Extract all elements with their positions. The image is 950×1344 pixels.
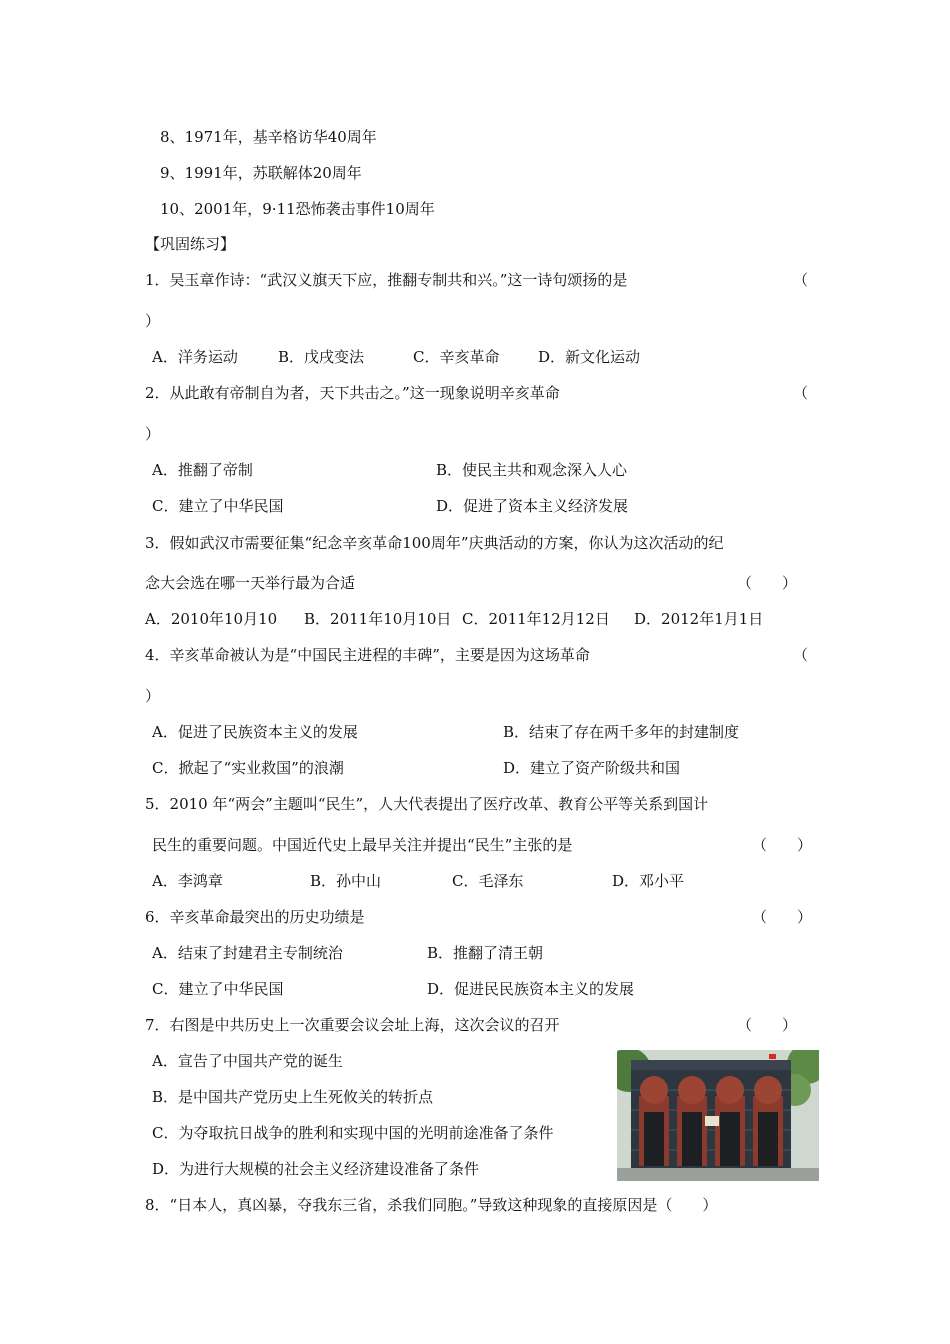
meeting-site-photo	[617, 1050, 819, 1181]
question-7-stem: 7．右图是中共历史上一次重要会议会址上海，这次会议的召开	[145, 1016, 560, 1034]
question-4-option-a: A．促进了民族资本主义的发展	[152, 723, 358, 741]
question-1-option-a: A．洋务运动	[152, 348, 238, 366]
question-6-stem: 6．辛亥革命最突出的历史功绩是	[145, 908, 365, 926]
question-3-option-c: C．2011年12月12日	[462, 610, 610, 628]
question-7-bracket: （ ）	[737, 1016, 798, 1034]
question-4-option-c: C．掀起了“实业救国”的浪潮	[152, 759, 344, 777]
anniversary-item-8: 8、1971年，基辛格访华40周年	[160, 128, 377, 146]
question-3-bracket: （ ）	[737, 574, 798, 592]
question-2-option-c: C．建立了中华民国	[152, 497, 284, 515]
question-4-bracket-open: （	[793, 646, 809, 664]
question-6-option-d: D．促进民民族资本主义的发展	[427, 980, 635, 998]
question-3-option-d: D．2012年1月1日	[634, 610, 764, 628]
question-3-stem-cont: 念大会选在哪一天举行最为合适	[145, 574, 356, 592]
question-3-stem: 3．假如武汉市需要征集“纪念辛亥革命100周年”庆典活动的方案，你认为这次活动的纪	[145, 534, 724, 552]
question-4-option-d: D．建立了资产阶级共和国	[503, 759, 681, 777]
question-4-option-b: B．结束了存在两千多年的封建制度	[503, 723, 740, 741]
question-8-stem: 8．“日本人，真凶暴，夺我东三省，杀我们同胞。”导致这种现象的直接原因是（ ）	[145, 1196, 718, 1214]
question-6-option-b: B．推翻了清王朝	[427, 944, 544, 962]
question-6-bracket: （ ）	[752, 908, 813, 926]
question-2-option-b: B．使民主共和观念深入人心	[436, 461, 628, 479]
question-5-stem: 5．2010 年“两会”主题叫“民生”，人大代表提出了医疗改革、教育公平等关系到国计	[145, 795, 709, 813]
question-1-option-b: B．戊戌变法	[278, 348, 365, 366]
question-7-option-a: A．宣告了中国共产党的诞生	[152, 1052, 343, 1070]
question-1-option-c: C．辛亥革命	[413, 348, 500, 366]
question-2-bracket-close: ）	[145, 425, 161, 443]
section-title: 【巩固练习】	[145, 235, 236, 253]
question-4-stem: 4．辛亥革命被认为是“中国民主进程的丰碑”，主要是因为这场革命	[145, 646, 590, 664]
question-2-option-a: A．推翻了帝制	[152, 461, 253, 479]
meeting-site-illustration	[617, 1050, 819, 1181]
question-6-option-c: C．建立了中华民国	[152, 980, 284, 998]
question-2-option-d: D．促进了资本主义经济发展	[436, 497, 629, 515]
question-5-option-a: A．李鸿章	[152, 872, 223, 890]
question-3-option-b: B．2011年10月10日	[304, 610, 452, 628]
question-1-stem: 1．吴玉章作诗：“武汉义旗天下应，推翻专制共和兴。”这一诗句颂扬的是	[145, 271, 628, 289]
anniversary-item-10: 10、2001年，9·11恐怖袭击事件10周年	[160, 200, 435, 218]
question-5-option-d: D．邓小平	[612, 872, 685, 890]
question-5-bracket: （ ）	[752, 836, 813, 854]
question-3-option-a: A．2010年10月10	[145, 610, 278, 628]
question-7-option-c: C．为夺取抗日战争的胜利和实现中国的光明前途准备了条件	[152, 1124, 554, 1142]
question-4-bracket-close: ）	[145, 687, 161, 705]
question-2-stem: 2．从此敢有帝制自为者，天下共击之。”这一现象说明辛亥革命	[145, 384, 560, 402]
question-2-bracket-open: （	[793, 384, 809, 402]
question-1-bracket-open: （	[793, 271, 809, 289]
anniversary-item-9: 9、1991年，苏联解体20周年	[160, 164, 362, 182]
question-1-option-d: D．新文化运动	[538, 348, 641, 366]
question-6-option-a: A．结束了封建君主专制统治	[152, 944, 343, 962]
question-1-bracket-close: ）	[145, 312, 161, 330]
question-7-option-d: D．为进行大规模的社会主义经济建设准备了条件	[152, 1160, 480, 1178]
question-5-option-c: C．毛泽东	[452, 872, 524, 890]
question-7-option-b: B．是中国共产党历史上生死攸关的转折点	[152, 1088, 434, 1106]
question-5-option-b: B．孙中山	[310, 872, 382, 890]
question-5-stem-cont: 民生的重要问题。中国近代史上最早关注并提出“民生”主张的是	[152, 836, 573, 854]
